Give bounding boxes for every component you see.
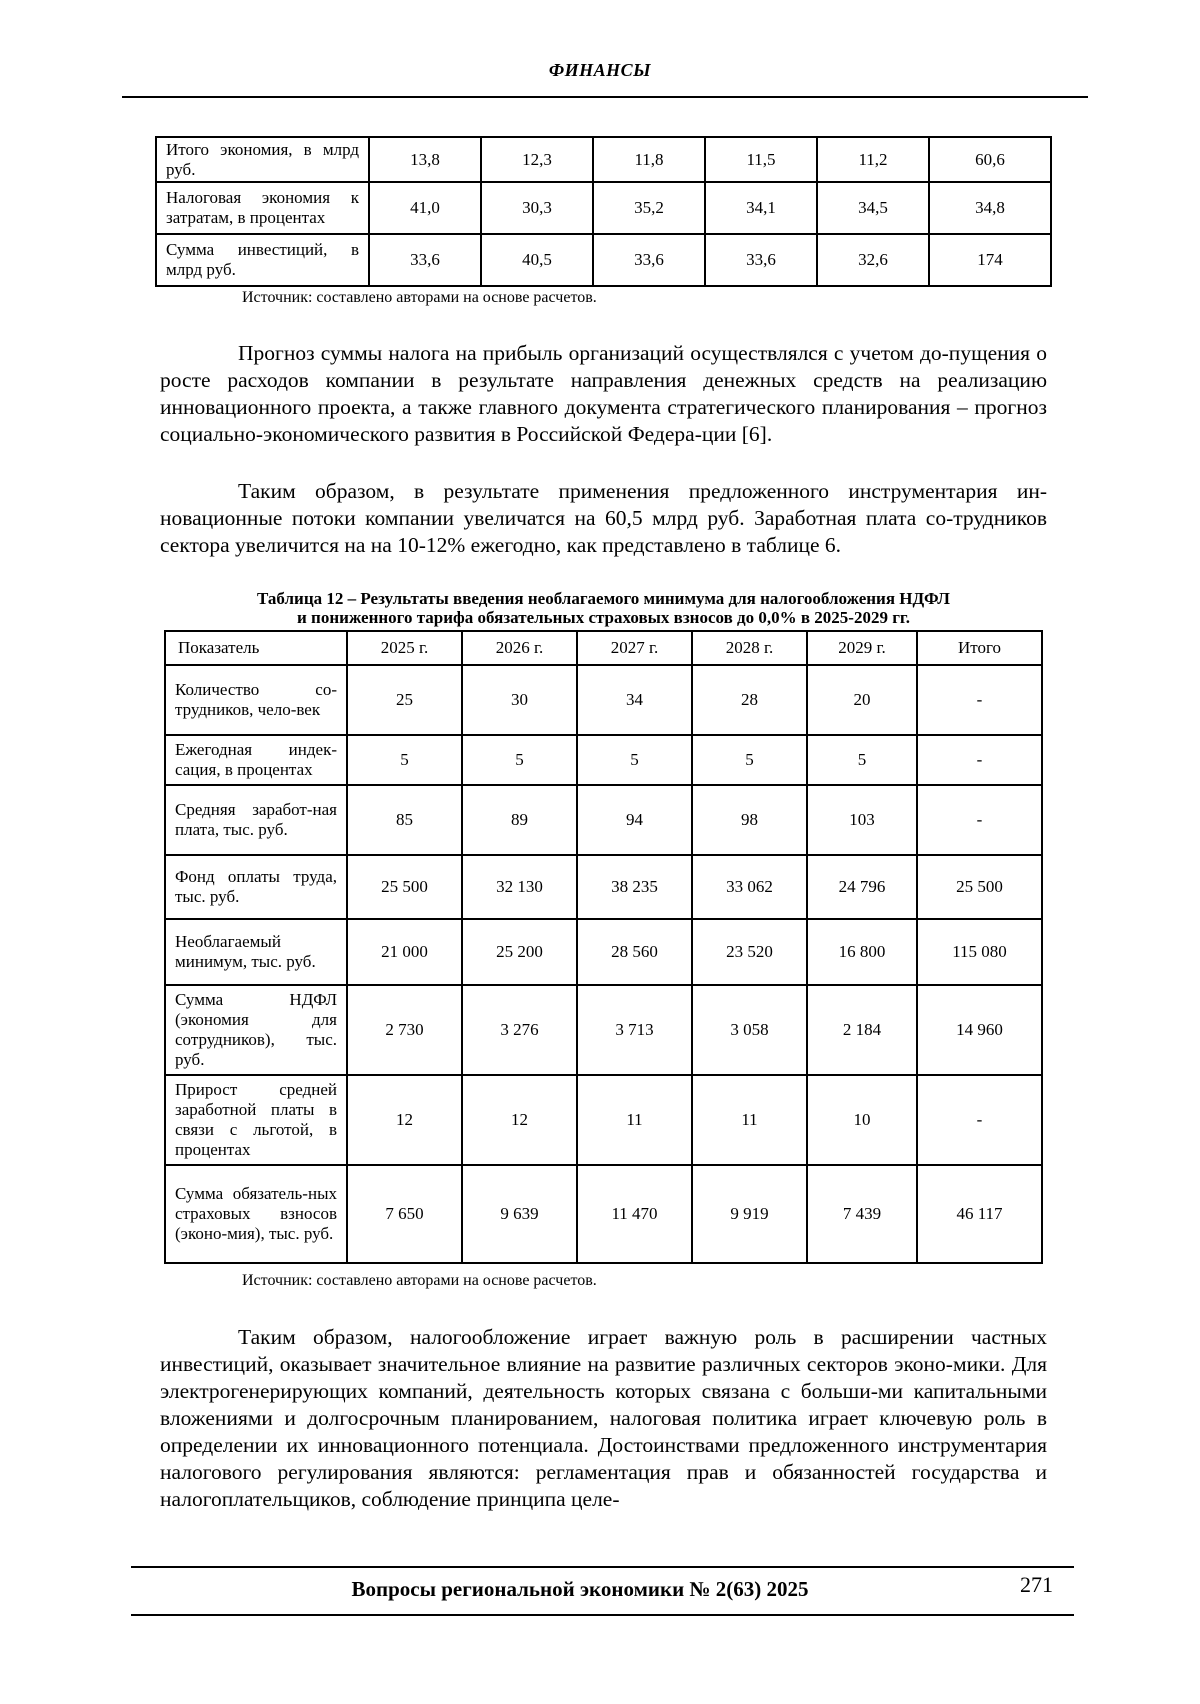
- table-cell: 85: [347, 785, 462, 855]
- table-cell: 33,6: [705, 234, 817, 286]
- table-cell: 25 500: [347, 855, 462, 919]
- header-divider: [122, 96, 1088, 98]
- footer-divider: [131, 1566, 1074, 1568]
- table-cell: 33,6: [369, 234, 481, 286]
- column-header: 2028 г.: [692, 631, 807, 665]
- row-label: Сумма обязатель-ных страховых взносов (эконо-мия), тыс. руб.: [165, 1165, 347, 1263]
- table-cell: 9 919: [692, 1165, 807, 1263]
- table-cell: 30: [462, 665, 577, 735]
- table-row: [165, 1075, 1042, 1165]
- table-cell: 24 796: [807, 855, 917, 919]
- table-cell: 94: [577, 785, 692, 855]
- row-label: Налоговая экономия к затратам, в процентах: [156, 182, 369, 234]
- row-label: Итого экономия, в млрд руб.: [156, 137, 369, 182]
- table-cell: 7 439: [807, 1165, 917, 1263]
- table-cell: 11,2: [817, 137, 929, 182]
- table-source-note: Источник: составлено авторами на основе расчетов.: [242, 289, 597, 306]
- table-cell: 12: [462, 1075, 577, 1165]
- table-cell: 5: [577, 735, 692, 785]
- footer-divider: [131, 1614, 1074, 1616]
- row-label: Фонд оплаты труда, тыс. руб.: [165, 855, 347, 919]
- table-cell: -: [917, 665, 1042, 735]
- table-cell: 2 184: [807, 985, 917, 1075]
- table-cell: 34: [577, 665, 692, 735]
- table-cell: 25 200: [462, 919, 577, 985]
- table-cell: -: [917, 735, 1042, 785]
- table-cell: 11 470: [577, 1165, 692, 1263]
- table-cell: 46 117: [917, 1165, 1042, 1263]
- row-label: Прирост средней заработной платы в связи с льготой, в процентах: [165, 1075, 347, 1165]
- table-row: [165, 785, 1042, 855]
- table-cell: 16 800: [807, 919, 917, 985]
- table-cell: 28 560: [577, 919, 692, 985]
- table-cell: 5: [462, 735, 577, 785]
- table-cell: 32 130: [462, 855, 577, 919]
- table-caption-line: Таблица 12 – Результаты введения необлагаемого минимума для налогообложения НДФЛ: [257, 589, 950, 608]
- table-cell: 32,6: [817, 234, 929, 286]
- row-label: Сумма инвестиций, в млрд руб.: [156, 234, 369, 286]
- table-top: [155, 136, 1052, 287]
- table-cell: 34,5: [817, 182, 929, 234]
- table-cell: 12,3: [481, 137, 593, 182]
- table-cell: 12: [347, 1075, 462, 1165]
- row-label: Сумма НДФЛ (экономия для сотрудников), тыс. руб.: [165, 985, 347, 1075]
- table-cell: 30,3: [481, 182, 593, 234]
- table-cell: 2 730: [347, 985, 462, 1075]
- paragraph: Таким образом, в результате применения предложенного инструментария ин-новационные потоки компании увеличатся на 60,5 млрд руб. Заработная плата со-трудников сектора увеличится на на 10-12% ежегодно, как представлено в таблице 6.: [160, 479, 1047, 557]
- table-cell: 14 960: [917, 985, 1042, 1075]
- table-row: [165, 665, 1042, 735]
- page-number: 271: [1020, 1572, 1053, 1597]
- table-cell: 9 639: [462, 1165, 577, 1263]
- table-cell: 60,6: [929, 137, 1051, 182]
- row-label: Средняя заработ-ная плата, тыс. руб.: [165, 785, 347, 855]
- column-header: 2026 г.: [462, 631, 577, 665]
- table-cell: 10: [807, 1075, 917, 1165]
- table-cell: 11: [692, 1075, 807, 1165]
- table-cell: 25 500: [917, 855, 1042, 919]
- table-cell: 115 080: [917, 919, 1042, 985]
- table-cell: 174: [929, 234, 1051, 286]
- table-cell: 98: [692, 785, 807, 855]
- table-source-note: Источник: составлено авторами на основе расчетов.: [242, 1272, 597, 1289]
- table-row: [165, 919, 1042, 985]
- table-cell: 34,8: [929, 182, 1051, 234]
- column-header: Итого: [917, 631, 1042, 665]
- table-cell: 5: [807, 735, 917, 785]
- table-cell: 7 650: [347, 1165, 462, 1263]
- table-cell: 28: [692, 665, 807, 735]
- row-label: Ежегодная индек-сация, в процентах: [165, 735, 347, 785]
- row-label: Необлагаемый минимум, тыс. руб.: [165, 919, 347, 985]
- table-cell: 40,5: [481, 234, 593, 286]
- column-header: Показатель: [165, 631, 347, 665]
- table-12: [164, 630, 1043, 1264]
- table-cell: 21 000: [347, 919, 462, 985]
- table-cell: 3 713: [577, 985, 692, 1075]
- table-cell: 89: [462, 785, 577, 855]
- table-cell: 33 062: [692, 855, 807, 919]
- table-cell: 11: [577, 1075, 692, 1165]
- paragraph: Таким образом, налогообложение играет важную роль в расширении частных инвестиций, оказывает значительное влияние на развитие различных секторов эконо-мики. Для электрогенерирующих компаний, деятельность которых связана с больши-ми капитальными вложениями и долгосрочным планированием, налоговая политика играет ключевую роль в определении их инновационного потенциала. Достоинствами предложенного инструментария налогового регулирования являются: регламентация прав и обязанностей государства и налогоплательщиков, соблюдение принципа целе-: [160, 1325, 1047, 1511]
- table-cell: 23 520: [692, 919, 807, 985]
- table-cell: -: [917, 785, 1042, 855]
- table-row: [156, 137, 1051, 182]
- table-cell: 20: [807, 665, 917, 735]
- column-header: 2027 г.: [577, 631, 692, 665]
- table-cell: 33,6: [593, 234, 705, 286]
- table-caption: [160, 589, 1047, 627]
- row-label: Количество со-трудников, чело-век: [165, 665, 347, 735]
- table-cell: -: [917, 1075, 1042, 1165]
- table-cell: 5: [692, 735, 807, 785]
- table-cell: 34,1: [705, 182, 817, 234]
- column-header: 2025 г.: [347, 631, 462, 665]
- table-row: [165, 1165, 1042, 1263]
- table-cell: 11,5: [705, 137, 817, 182]
- table-cell: 13,8: [369, 137, 481, 182]
- table-cell: 103: [807, 785, 917, 855]
- table-row: [165, 735, 1042, 785]
- table-header-row: [165, 631, 1042, 665]
- table-cell: 41,0: [369, 182, 481, 234]
- table-cell: 35,2: [593, 182, 705, 234]
- paragraph: Прогноз суммы налога на прибыль организаций осуществлялся с учетом до-пущения о росте расходов компании в результате направления денежных средств на реализацию инновационного проекта, а также главного документа стратегического планирования – прогноз социально-экономического развития в Российской Федера-ции [6].: [160, 341, 1047, 446]
- table-row: [165, 855, 1042, 919]
- table-cell: 5: [347, 735, 462, 785]
- journal-title: Вопросы региональной экономики № 2(63) 2025: [351, 1577, 809, 1601]
- table-row: [165, 985, 1042, 1075]
- table-caption-line: и пониженного тарифа обязательных страховых взносов до 0,0% в 2025-2029 гг.: [297, 608, 910, 627]
- table-cell: 3 276: [462, 985, 577, 1075]
- column-header: 2029 г.: [807, 631, 917, 665]
- table-cell: 38 235: [577, 855, 692, 919]
- table-cell: 25: [347, 665, 462, 735]
- table-row: [156, 182, 1051, 234]
- table-cell: 11,8: [593, 137, 705, 182]
- table-row: [156, 234, 1051, 286]
- table-cell: 3 058: [692, 985, 807, 1075]
- section-title: ФИНАНСЫ: [548, 60, 652, 80]
